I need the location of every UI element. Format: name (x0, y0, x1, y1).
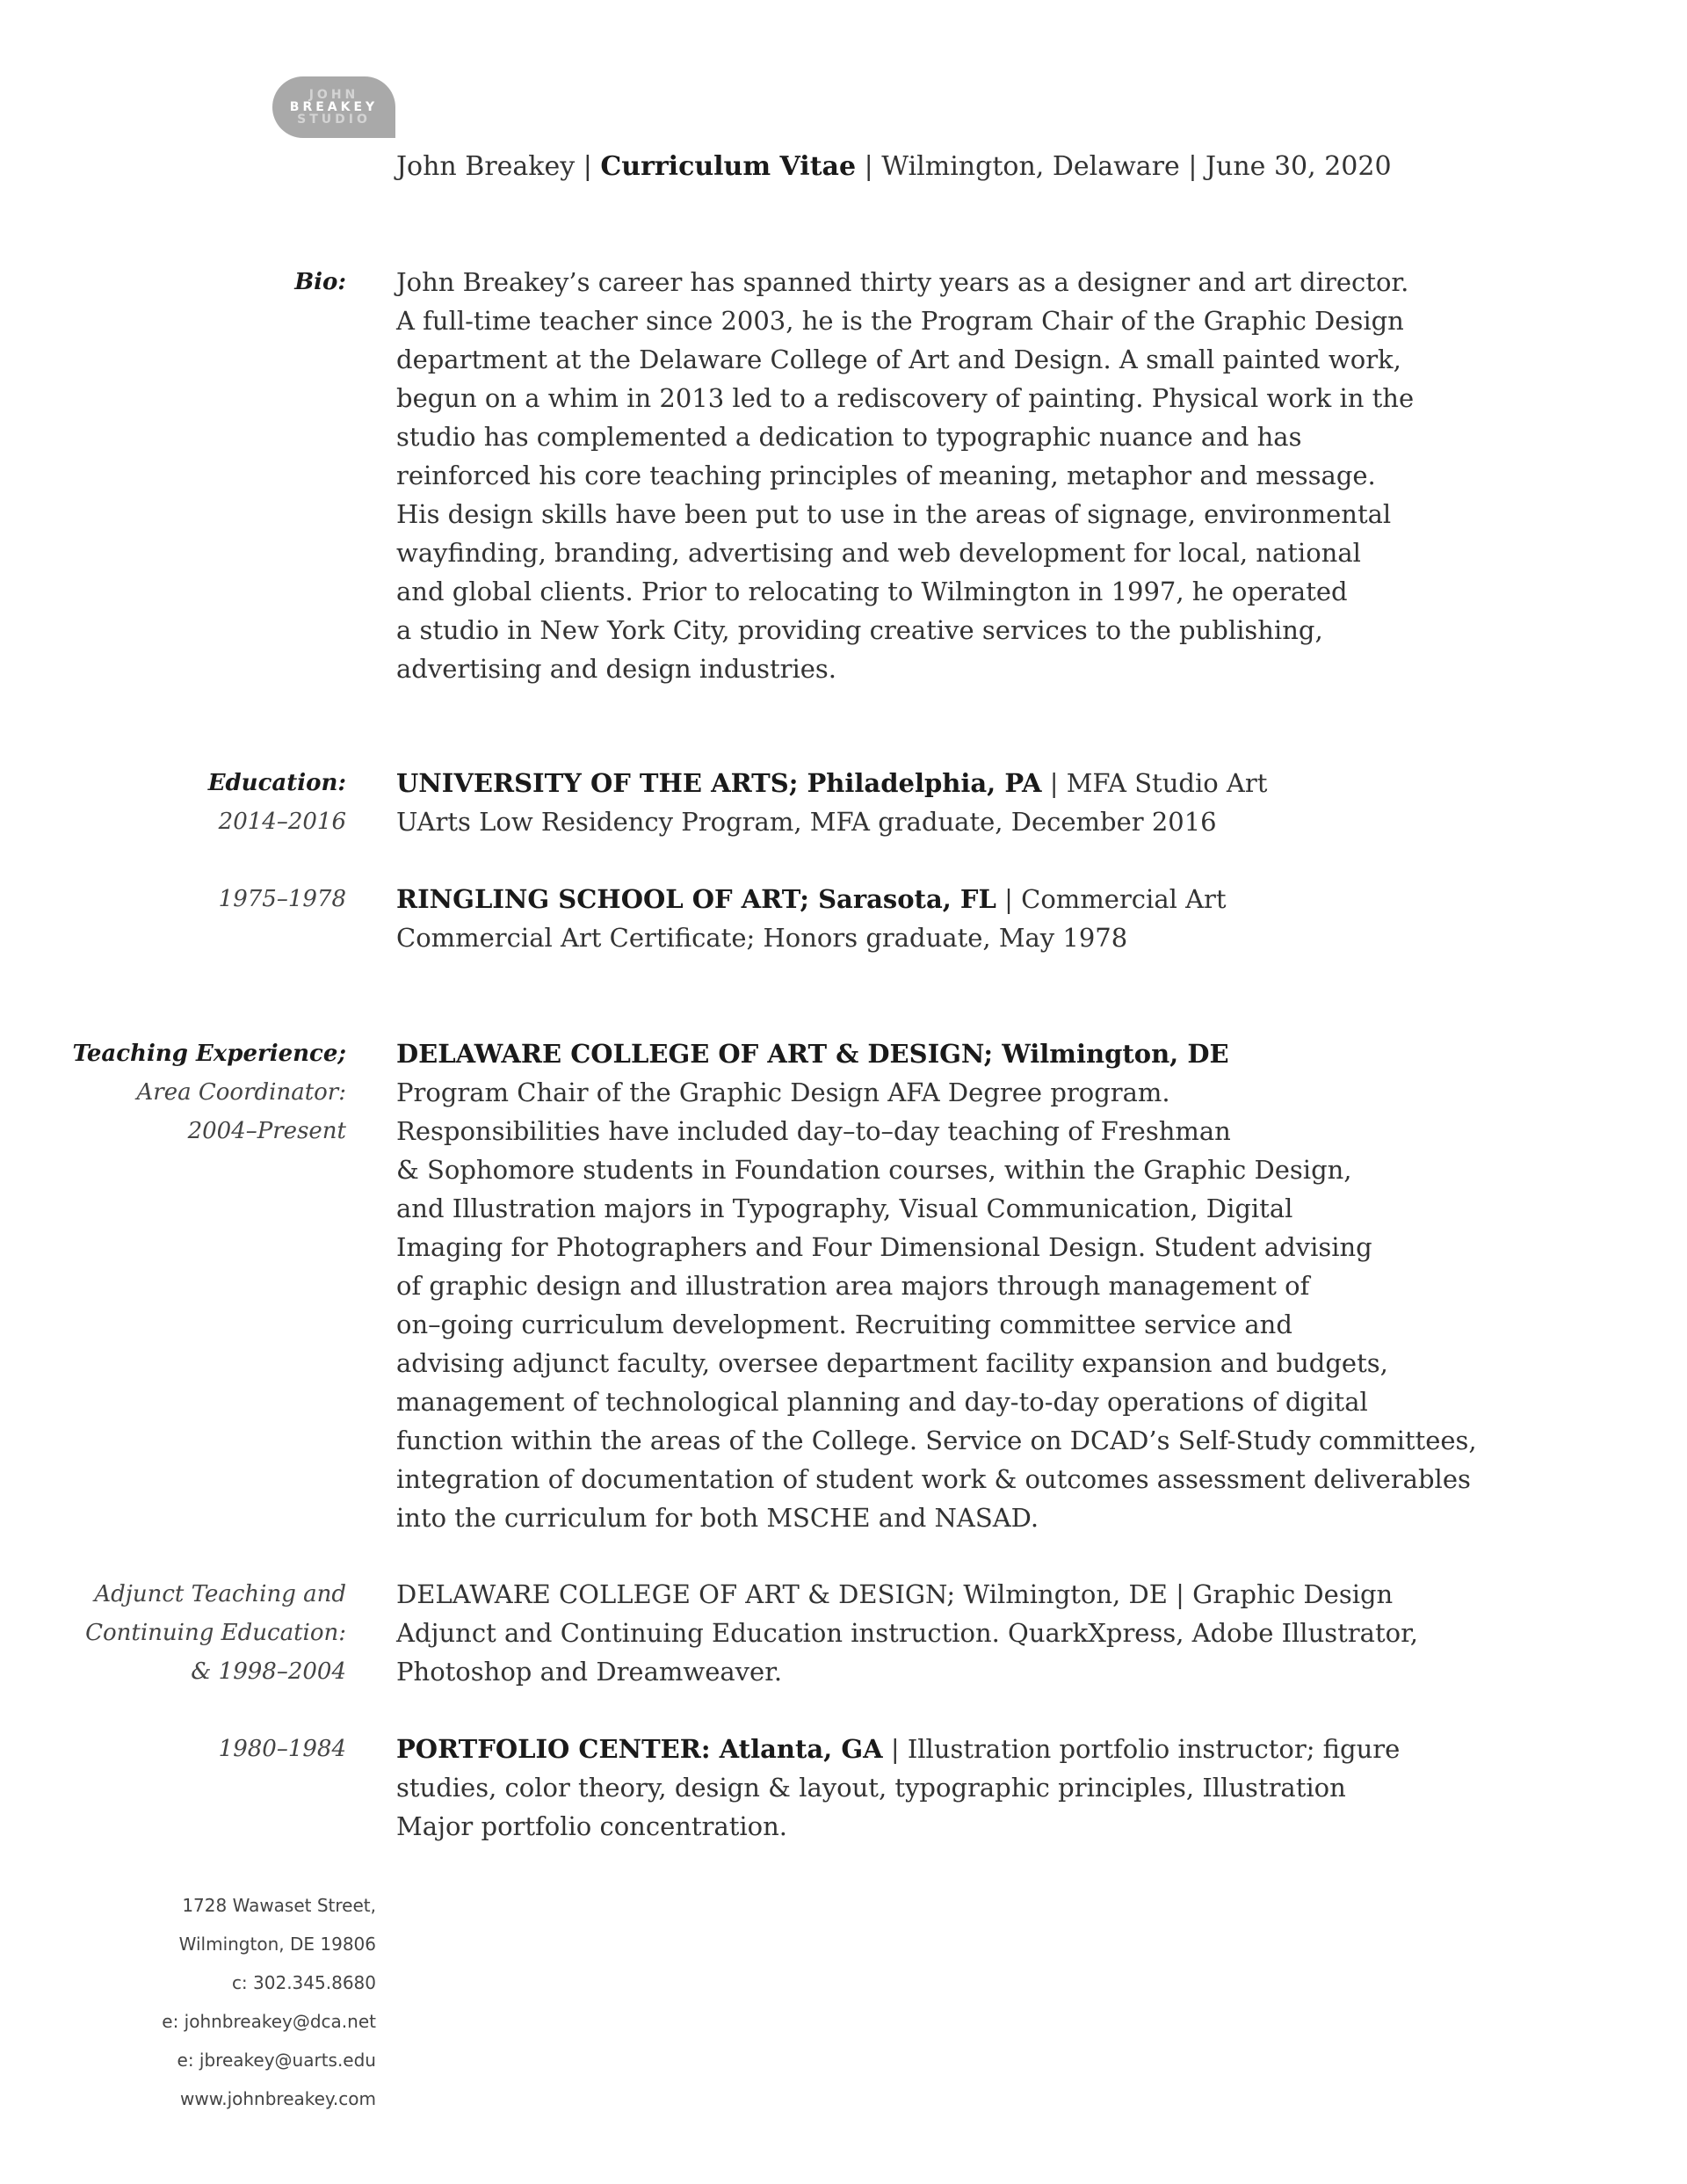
adjunct-years: & 1998–2004 (191, 1658, 346, 1685)
school-name: RINGLING SCHOOL OF ART; Sarasota, FL (396, 884, 996, 914)
education-years: 1975–1978 (218, 886, 346, 912)
header-date: June 30, 2020 (1205, 151, 1392, 182)
school-name: UNIVERSITY OF THE ARTS; Philadelphia, PA (396, 768, 1042, 798)
contact-email-link[interactable]: e: johnbreakey@dca.net (162, 2011, 376, 2032)
header-separator: | (856, 151, 882, 182)
studio-logo (272, 76, 395, 138)
bio-line: His design skills have been put to use in the areas of signage, environmental (396, 499, 1392, 529)
logo-line-2: BREAKEY (289, 100, 379, 114)
program-name: MFA Studio Art (1066, 768, 1268, 798)
teaching-years: 2004–Present (187, 1118, 346, 1144)
bio-line: wayfinding, branding, advertising and web development for local, national (396, 538, 1361, 568)
bio-line: John Breakey’s career has spanned thirty years as a designer and art director. (396, 267, 1409, 297)
portfolio-entry: PORTFOLIO CENTER: Atlanta, GA | Illustration portfolio instructor; figure studies, color theory, design & layout, typographic principles, Illustration Major portfolio concentration. (396, 1730, 1486, 1846)
document-title: Curriculum Vitae (600, 151, 857, 182)
education-label: Education: (207, 770, 346, 796)
teaching-line: of graphic design and illustration area majors through management of (396, 1271, 1310, 1301)
education-entry: RINGLING SCHOOL OF ART; Sarasota, FL | Commercial Art Commercial Art Certificate; Honors graduate, May 1978 (396, 880, 1486, 957)
teaching-role: Area Coordinator: (136, 1079, 346, 1106)
bio-line: and global clients. Prior to relocating to Wilmington in 1997, he operated (396, 577, 1348, 606)
adjunct-line: DELAWARE COLLEGE OF ART & DESIGN; Wilmington, DE | Graphic Design (396, 1579, 1394, 1609)
contact-street: 1728 Wawaset Street, (182, 1895, 376, 1916)
portfolio-line: Major portfolio concentration. (396, 1811, 788, 1841)
teaching-line: into the curriculum for both MSCHE and NASAD. (396, 1503, 1039, 1533)
adjunct-label: Adjunct Teaching and (94, 1581, 346, 1607)
bio-label: Bio: (294, 269, 346, 295)
education-entry: UNIVERSITY OF THE ARTS; Philadelphia, PA | MFA Studio Art UArts Low Residency Program, MFA graduate, December 2016 (396, 764, 1486, 841)
bio-line: department at the Delaware College of Art and Design. A small painted work, (396, 345, 1401, 374)
contact-website-link[interactable]: www.johnbreakey.com (179, 2088, 376, 2109)
document-header (396, 148, 1392, 186)
institution-name: DELAWARE COLLEGE OF ART & DESIGN; Wilmington, DE (396, 1039, 1229, 1069)
portfolio-name: PORTFOLIO CENTER: Atlanta, GA (396, 1734, 883, 1764)
header-separator: | (1179, 151, 1206, 182)
bio-line: begun on a whim in 2013 led to a rediscovery of painting. Physical work in the (396, 383, 1415, 413)
bio-line: studio has complemented a dedication to typographic nuance and has (396, 422, 1302, 452)
teaching-line: and Illustration majors in Typography, Visual Communication, Digital (396, 1194, 1293, 1223)
contact-city: Wilmington, DE 19806 (178, 1934, 376, 1955)
program-name: Commercial Art (1021, 884, 1227, 914)
header-name: John Breakey (396, 151, 576, 182)
teaching-line: on–going curriculum development. Recruiting committee service and (396, 1310, 1292, 1339)
adjunct-label: Continuing Education: (85, 1620, 346, 1646)
education-detail: Commercial Art Certificate; Honors graduate, May 1978 (396, 923, 1128, 953)
teaching-line: function within the areas of the College. Service on DCAD’s Self-Study committees, (396, 1426, 1477, 1455)
portfolio-role: Illustration portfolio instructor; figure (907, 1734, 1401, 1764)
portfolio-line: studies, color theory, design & layout, typographic principles, Illustration (396, 1773, 1346, 1803)
adjunct-entry (396, 1575, 1486, 1691)
bio-line: A full-time teacher since 2003, he is the Program Chair of the Graphic Design (396, 306, 1404, 336)
teaching-line: Imaging for Photographers and Four Dimensional Design. Student advising (396, 1232, 1372, 1262)
teaching-line: management of technological planning and day-to-day operations of digital (396, 1387, 1368, 1417)
portfolio-years: 1980–1984 (218, 1736, 346, 1762)
contact-email-link[interactable]: e: jbreakey@uarts.edu (177, 2050, 376, 2071)
header-separator: | (575, 151, 601, 182)
contact-cell: c: 302.345.8680 (231, 1972, 376, 1993)
teaching-line: & Sophomore students in Foundation courses, within the Graphic Design, (396, 1155, 1352, 1185)
teaching-label: Teaching Experience; (72, 1041, 346, 1067)
teaching-line: advising adjunct faculty, oversee department facility expansion and budgets, (396, 1348, 1388, 1378)
education-detail: UArts Low Residency Program, MFA graduate, December 2016 (396, 807, 1217, 837)
bio-line: advertising and design industries. (396, 654, 837, 684)
bio-text (396, 263, 1486, 688)
header-location: Wilmington, Delaware (881, 151, 1180, 182)
teaching-line: integration of documentation of student work & outcomes assessment deliverables (396, 1464, 1471, 1494)
education-years: 2014–2016 (218, 809, 346, 835)
adjunct-line: Photoshop and Dreamweaver. (396, 1657, 783, 1687)
teaching-line: Program Chair of the Graphic Design AFA Degree program. (396, 1077, 1170, 1107)
teaching-entry (396, 1034, 1486, 1537)
logo-line-1: JOHN (308, 88, 359, 102)
adjunct-line: Adjunct and Continuing Education instruction. QuarkXpress, Adobe Illustrator, (396, 1618, 1418, 1648)
teaching-line: Responsibilities have included day–to–day teaching of Freshman (396, 1116, 1231, 1146)
contact-block (162, 1886, 376, 2118)
logo-line-3: STUDIO (297, 112, 371, 127)
bio-line: reinforced his core teaching principles of meaning, metaphor and message. (396, 461, 1376, 490)
bio-line: a studio in New York City, providing creative services to the publishing, (396, 615, 1323, 645)
